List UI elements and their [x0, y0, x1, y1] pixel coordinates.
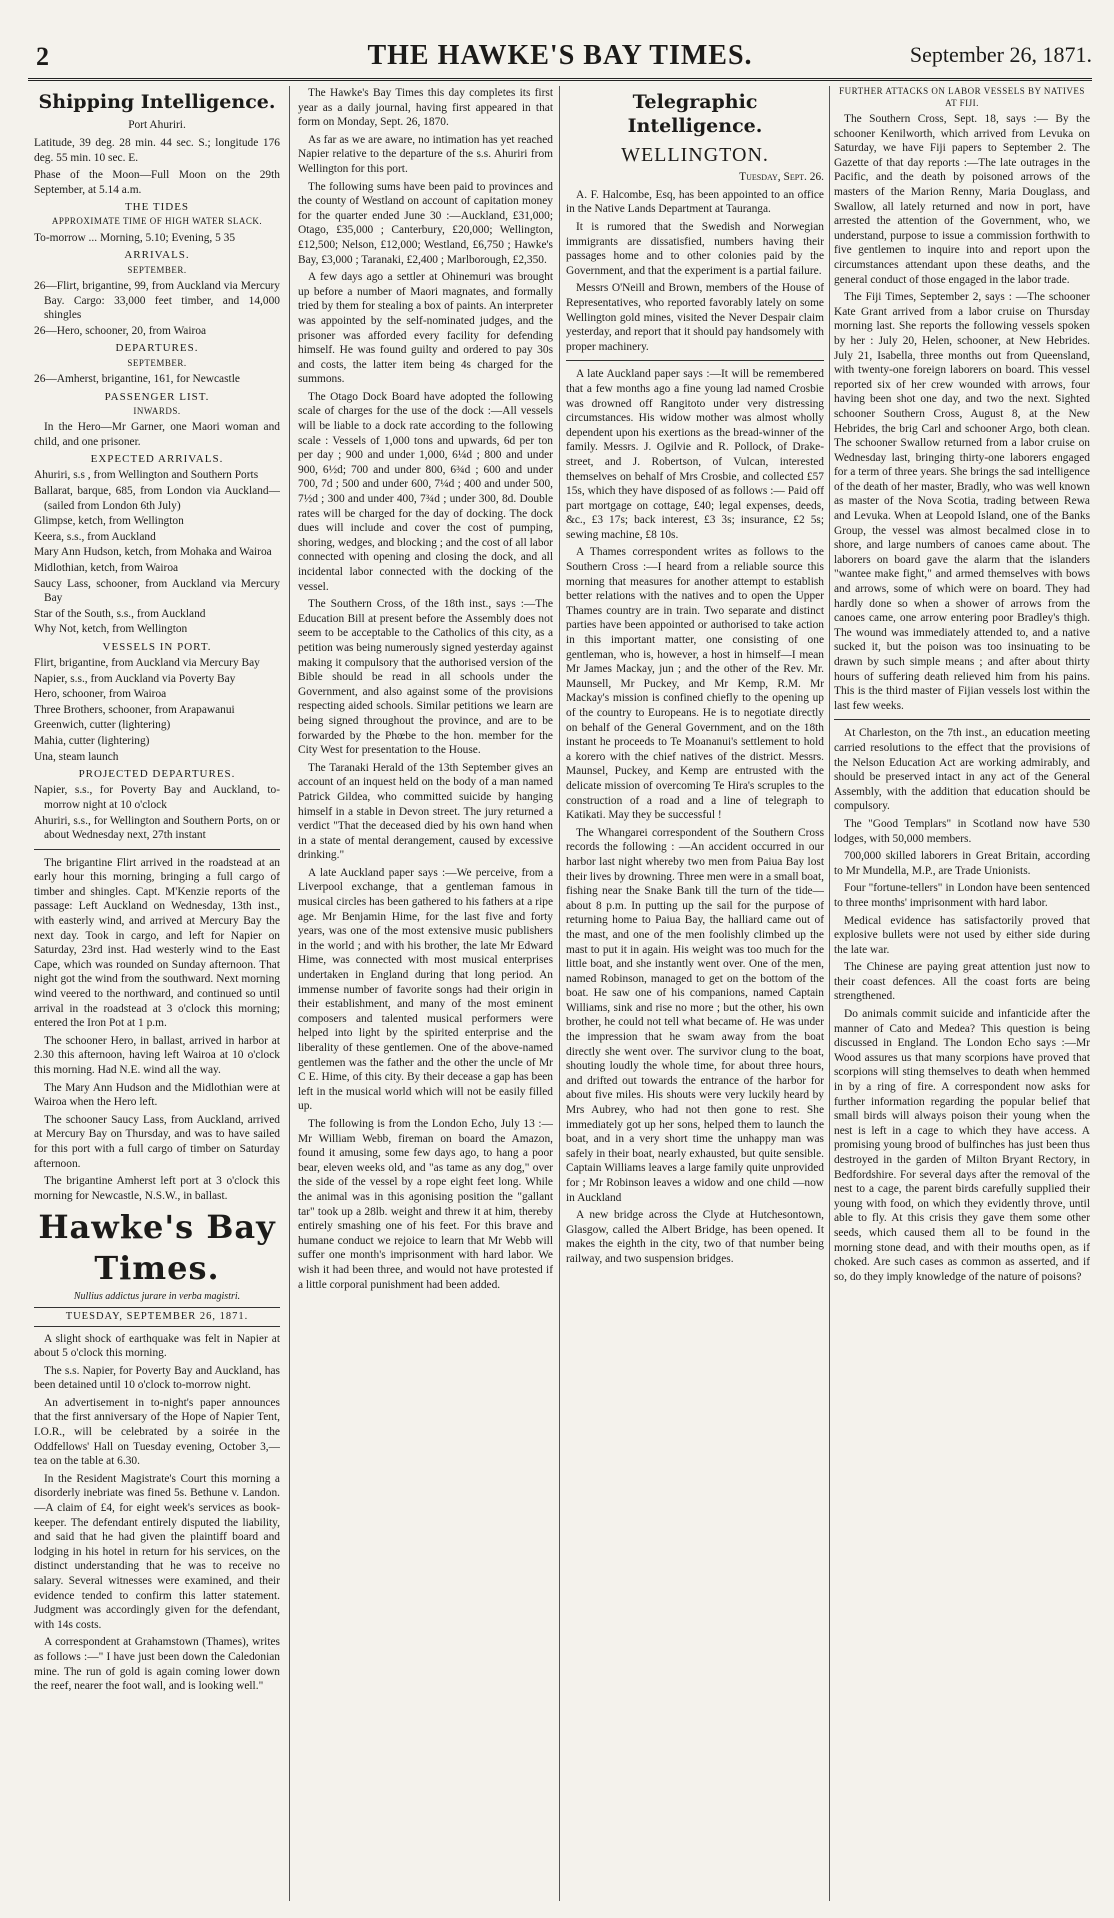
divider: [34, 849, 280, 850]
port-name: Port Ahuriri.: [128, 119, 186, 132]
column-1: [34, 86, 280, 1906]
news-paragraph: A Thames correspondent writes as follows to the Southern Cross :—I heard from a reliable source this morning that measures for another attempt to establish better relations with the natives and to open the Upper Thames country are in train. Two separate and distinct parties have been appointed or authorised to take action in this important matter, one consisting of one gentleman, who is, however, a host in himself—I mean Mr James Mackay, jun ; and the other of the Rev. Mr. Maunsell, Mr Puckey, and Mr Kemp, R.M. Mr Mackay's mission is confined chiefly to the opening up of the country to Europeans. He is to negotiate directly on behalf of the General Government, and on the 18th instant he proceeds to Te Moananui's settlement to hold a korero with the chief natives of the district. Messrs. Maunsel, Puckey, and Kemp are entrusted with the delicate mission of overcoming Te Hira's scruples to the construction of a road and a line of telegraph to Katikati. May they be successful !: [566, 546, 824, 822]
tides-heading: THE TIDES: [124, 201, 190, 214]
arrivals-list: [34, 279, 280, 338]
news-paragraph: A correspondent at Grahamstown (Thames), writes as follows :—" I have just been down the Caledonian mine. The run of gold is again coming lower down the reef, nearer the foot wall, and is looking well.": [34, 1636, 280, 1693]
list-item: Midlothian, ketch, from Wairoa: [34, 562, 179, 575]
news-paragraph: The following sums have been paid to provinces and the county of Westland on account of capitation money for the quarter ended June 30 :—Auckland, £31,000; Otago, £35,000 ; Canterbury, £20,000; Wellington, £12,500; Nelson, £12,000; Westland, £6,750 ; Hawke's Bay, £3,000 ; Taranaki, £2,400 ; Marlborough, £2,350.: [298, 180, 553, 266]
arrivals-heading: ARRIVALS.: [124, 249, 190, 262]
news-paragraph: In the Resident Magistrate's Court this morning a disorderly inebriate was fined 5s. Bethune v. Landon.—A claim of £4, for eight week's services as book-keeper. The defendant entirely disputed the liability, and said that he had given the plaintiff board and lodging in his hotel in return for his services, on the distinct understanding that he was to receive no salary. Several witnesses were examined, and their evidence tended to confirm this latter statement. Judgment was accordingly given for the defendant, with 14s costs.: [34, 1472, 280, 1631]
news-paragraph: The "Good Templars" in Scotland now have 530 lodges, with 50,000 members.: [834, 817, 1090, 845]
arrivals-month: SEPTEMBER.: [127, 264, 187, 275]
column-2: [298, 86, 553, 1906]
list-item: Flirt, brigantine, from Auckland via Mercury Bay: [34, 657, 260, 670]
telegraph-paragraph: Messrs O'Neill and Brown, members of the House of Representatives, who reported favorably lately on some Wellington gold mines, visited the Never Despair claim yesterday, and report that it should pay handsomely with proper machinery.: [566, 282, 824, 353]
passenger-heading: PASSENGER LIST.: [104, 390, 210, 403]
departures-list: [34, 372, 280, 387]
news-paragraph: 700,000 skilled laborers in Great Britain, according to Mr Mundella, M.P., are Trade Unionists.: [834, 850, 1090, 877]
news-paragraph: The Southern Cross, of the 18th inst., says :—The Education Bill at present before the Assembly does not seem to be acceptable to the Catholics of this city, as a petition was being numerously signed yesterday against making it compulsory that the authorised version of the Bible should be read in all schools under the Government, and also against some of the provisions respecting aided schools. Similar petitions we learn are being signed throughout the province, and are to be forwarded by the Phœbe to the hon. member for the City West for presentation to the House.: [298, 598, 553, 757]
news-paragraph: An advertisement in to-night's paper announces that the first anniversary of the Hope of Napier Tent, I.O.R., will be celebrated by a soirée in the Oddfellows' Hall on Tuesday evening, October 3,—tea on the table at 6.30.: [34, 1396, 280, 1468]
shipping-paragraph: The brigantine Amherst left port at 3 o'clock this morning for Newcastle, N.S.W., in ballast.: [34, 1175, 280, 1202]
tides-text: To-morrow ... Morning, 5.10; Evening, 5 35: [34, 231, 236, 244]
telegraph-paragraph: It is rumored that the Swedish and Norwegian immigrants are dissatisfied, numbers having their passages home and to other colonies paid by the Government, and that the experiment is a partial failure.: [566, 221, 824, 277]
news-paragraph: The Chinese are paying great attention just now to their coast defences. All the coast forts are being strengthened.: [834, 961, 1090, 1003]
moon-phase: Phase of the Moon—Full Moon on the 29th September, at 5.14 a.m.: [34, 169, 280, 196]
list-item: 26—Amherst, brigantine, 161, for Newcastle: [34, 373, 240, 386]
latitude-line: Latitude, 39 deg. 28 min. 44 sec. S.; longitude 176 deg. 55 min. 10 sec. E.: [34, 136, 280, 164]
shipping-paragraph: The schooner Saucy Lass, from Auckland, arrived at Mercury Bay on Thursday, and was to have sailed for this port with a full cargo of timber on Saturday afternoon.: [34, 1113, 280, 1170]
list-item: Star of the South, s.s., from Auckland: [34, 607, 206, 620]
page-number: 2: [36, 42, 49, 71]
news-paragraph: As far as we are aware, no intimation has yet reached Napier relative to the departure of the s.s. Ahuriri from Wellington for this port.: [298, 133, 553, 175]
list-item: Hero, schooner, from Wairoa: [34, 688, 167, 701]
list-item: 26—Hero, schooner, 20, from Wairoa: [34, 324, 207, 337]
news-paragraph: Four "fortune-tellers" in London have been sentenced to three months' imprisonment with hard labor.: [834, 882, 1090, 909]
projected-list: [34, 783, 280, 842]
news-paragraph: The Southern Cross, Sept. 18, says :— By the schooner Kenilworth, which arrived from Levuka on Saturday, we have Fiji papers to September 2. The Gazette of that day reports :—The late outrages in the Pacific, and the death by poisoned arrows of the masters of the Marion Renny, Maria Douglass, and Swallow, all lately returned and now in port, have arrested the attention of the Government, who, we understand, purpose to issue a commission forthwith to five gentlemen to inquire into and report upon the circumstances attendant upon these deaths, and the general conduct of those engaged in the labor trade.: [834, 113, 1090, 286]
inport-list: [34, 656, 280, 764]
passenger-subheading: INWARDS.: [133, 405, 181, 416]
list-item: Ballarat, barque, 685, from London via Auckland—(sailed from London 6th July): [34, 485, 280, 512]
news-paragraph: The Fiji Times, September 2, says : —The schooner Kate Grant arrived from a labor cruise on Thursday morning last. She reports the following vessels spoken by her : July 20, Helen, schooner, at New Hebrides. July 21, Isabella, three months out from Queensland, with twenty-one foreign laborers on board. This vessel reported six of her crew wounded with arrows, four having been shot one day, and two the next. Sighted schooner Southern Cross, August 8, at the New Hebrides, the brig Carl and schooner Argo, both clean. The schooner Swallow returned from a labor cruise on Wednesday last, bringing thirty-one laborers engaged for a term of three years. She brings the sad intelligence of the death of her master, Bradly, who was well known as master of the Nova Scotia, trading between Rewa and Levuka. When at Leopold Island, one of the Banks Group, the vessel was almost becalmed close in to shore, and large numbers of canoes came about. The laborers on board gave the alarm that the islanders "wantee make fight," and armed themselves with bows and arrows, some of which were on board. They had hardly done so when a shower of arrows from the canoes came, one arrow entering poor Bradley's thigh. The wound was immediately attended to, and a native sucked it, but the poison was too insinuating to be drawn by such simple means ; and after about thirty hours of suffering death relieved him from his pains. This is the third master of Fijian vessels lost within the last few weeks.: [834, 291, 1090, 712]
list-item: Keera, s.s., from Auckland: [34, 530, 156, 543]
departures-heading: DEPARTURES.: [115, 342, 199, 355]
page-header: [28, 36, 1092, 81]
list-item: Ahuriri, s.s , from Wellington and Southern Ports: [34, 469, 259, 482]
news-paragraph: A new bridge across the Clyde at Hutchesontown, Glasgow, called the Albert Bridge, has been opened. It makes the eighth in the city, two of that number being railway, and two suspension bridges.: [566, 1209, 824, 1265]
motto: Nullius addictus jurare in verba magistri.: [73, 1291, 241, 1303]
telegraphic-section-title: Telegraphic Intelligence.: [627, 91, 763, 138]
news-paragraph: A late Auckland paper says :—It will be remembered that a few months ago a fine young lad named Crosbie was drowned off Rangitoto under very distressing circumstances. His widow mother was almost wholly dependent upon his exertions as the bread-winner of the family. Messrs. J. Ogilvie and R. Pollock, of Drake-street, and J. Robertson, of Vulcan, interested themselves on behalf of Mrs Crosbie, and collected £57 15s, which they have disposed of as follows :— Paid off part mortgage on cottage, £40; legal expenses, deeds, &c., £3 17s; back interest, £3 3s; insurance, £2 5s; sewing machine, £8 10s.: [566, 368, 824, 541]
divider: [834, 719, 1090, 720]
news-paragraph: The Taranaki Herald of the 13th September gives an account of an inquest held on the body of a man named Patrick Gildea, who committed suicide by hanging himself in a stable in Devon street. The jury returned a verdict "That the deceased died by his own hand when in a state of mental derangement, caused by excessive drinking.": [298, 761, 553, 862]
tides-subheading: APPROXIMATE TIME OF HIGH WATER SLACK.: [51, 216, 263, 227]
column-rule: [559, 86, 560, 1901]
list-item: Napier, s.s., for Poverty Bay and Auckland, to-morrow night at 10 o'clock: [34, 784, 280, 811]
column-rule: [829, 86, 830, 1901]
list-item: Mahia, cutter (lightering): [34, 735, 150, 748]
news-paragraph: The Whangarei correspondent of the Southern Cross records the following : —An accident occurred in our harbor last night whereby two men from Paiua Bay lost their lives by drowning. Three men were in a small boat, fishing near the Snake Bank till the turn of the tide—about 8 p.m. In putting up the sail for the purpose of returning home to Paiua Bay, the halliard came out of the mast, and one of the men foolishly climbed up the mast to put it in again. His weight was too much for the little boat, and she instantly went over. One of the men, named Robinson, managed to get on the bottom of the boat. He saw one of his companions, named Captain Williams, sink and rise no more ; but the other, his own brother, he could not tell what became of. He was under the impression that he swam away from the boat directly she went over. The survivor clung to the boat, shouting loudly the whole time, for about three hours, and drifted out towards the entrance of the harbor for about five miles. His shouts were very luckily heard by Mrs Aubrey, who had not then gone to rest. She immediately got up her sons, helped them to launch the boat, and in a very short time the unhappy man was safely in their boat, nearly exhausted, but quite sensible. Captain Williams leaves a large family quite unprovided for ; Mr Robinson leaves a widow and one child —now in Auckland: [566, 826, 824, 1204]
passenger-text: In the Hero—Mr Garner, one Maori woman and child, and one prisoner.: [34, 421, 280, 448]
divider: [566, 360, 824, 361]
expected-heading: EXPECTED ARRIVALS.: [90, 453, 224, 466]
list-item: Glimpse, ketch, from Wellington: [34, 515, 184, 528]
projected-heading: PROJECTED DEPARTURES.: [78, 768, 236, 781]
list-item: 26—Flirt, brigantine, 99, from Auckland via Mercury Bay. Cargo: 33,000 feet timber, and 14,000 shingles: [34, 280, 280, 322]
telegraph-dateline: Tuesday, Sept. 26.: [739, 171, 824, 184]
news-paragraph: A slight shock of earthquake was felt in Napier at about 5 o'clock this morning.: [34, 1332, 280, 1360]
news-paragraph: Medical evidence has satisfactorily proved that explosive bullets were not used by either side during the late war.: [834, 914, 1090, 956]
list-item: Three Brothers, schooner, from Arapawanui: [34, 703, 235, 716]
list-item: Why Not, ketch, from Wellington: [34, 623, 188, 636]
issue-date: September 26, 1871.: [909, 42, 1092, 67]
list-item: Una, steam launch: [34, 750, 119, 763]
news-paragraph: A few days ago a settler at Ohinemuri was brought up before a number of Maori magnates, and formally tried by them for stealing a box of paints. An interpreter was appointed by the self-nominated judges, and the prisoner was afforded every facility for defending himself. He was found guilty and ordered to pay 30s and costs, the latter item being 4s charged for the summons.: [298, 271, 553, 386]
list-item: Saucy Lass, schooner, from Auckland via Mercury Bay: [34, 577, 280, 605]
shipping-paragraph: The schooner Hero, in ballast, arrived in harbor at 2.30 this afternoon, having left Wairoa at 10 o'clock this morning. Had N.E. wind all the way.: [34, 1034, 280, 1077]
newspaper-title: THE HAWKE'S BAY TIMES.: [367, 40, 753, 71]
shipping-paragraph: The Mary Ann Hudson and the Midlothian were at Wairoa when the Hero left.: [34, 1081, 280, 1109]
list-item: Napier, s.s., from Auckland via Poverty Bay: [34, 672, 236, 685]
column-3: [566, 86, 824, 1906]
column-rule: [289, 86, 290, 1901]
shipping-paragraph: The brigantine Flirt arrived in the roadstead at an early hour this morning, bringing a full cargo of timber and shingles. Capt. M'Kenzie reports of the passage: Left Auckland on Wednesday, 13th inst., with easterly wind, and arrived at Mercury Bay the next day. Took in cargo, and left for Napier on Saturday, 23rd inst. Had westerly wind to the East Cape, which was rounded on Sunday afternoon. That night got the wind from the southward. Next morning wind veered to the northward, and continued so until arrival in the roadstead at 3 o'clock this morning; entered the Iron Pot at 1 p.m.: [34, 856, 280, 1030]
inport-heading: VESSELS IN PORT.: [102, 641, 212, 654]
editorial-dateline: TUESDAY, SEPTEMBER 26, 1871.: [34, 1307, 280, 1326]
news-paragraph: The Hawke's Bay Times this day completes its first year as a daily journal, having first appeared in that form on Monday, Sept. 26, 1870.: [298, 87, 553, 129]
news-paragraph: The following is from the London Echo, July 13 :—Mr William Webb, fireman on board the Amazon, found it amusing, some few days ago, to hang a poor bear, eleven weeks old, and "as tame as any dog," over the side of the vessel by a rope eight feet long. While the animal was in this agonising position the "gallant tar" took up a 28lb. weight and threw it at him, thereby entirely smashing one of his feet. For this brave and humane conduct we rejoice to learn that Mr Webb will suffer one month's imprisonment with hard labor. We wish it had been three, and would not have protested if a little corporal punishment had been added.: [298, 1117, 553, 1291]
list-item: Greenwich, cutter (lightering): [34, 719, 171, 732]
news-paragraph: At Charleston, on the 7th inst., an education meeting carried resolutions to the effect that the provisions of the Nelson Education Act are working admirably, and should be preserved intact in any act of the General Assembly, with the addition that education should be compulsory.: [834, 727, 1090, 813]
shipping-section-title: Shipping Intelligence.: [38, 91, 276, 113]
expected-list: [34, 468, 280, 637]
news-paragraph: The s.s. Napier, for Poverty Bay and Auckland, has been detained until 10 o'clock to-morrow night.: [34, 1364, 280, 1392]
column-4: [834, 86, 1090, 1906]
telegraph-city: WELLINGTON.: [621, 143, 769, 166]
masthead: Hawke's Bay Times.: [38, 1208, 276, 1288]
telegraph-paragraph: A. F. Halcombe, Esq, has been appointed to an office in the Native Lands Department at Tauranga.: [566, 188, 824, 216]
news-paragraph: The Otago Dock Board have adopted the following scale of charges for the use of the dock :—All vessels will be liable to a dock rate according to the following scale : Vessels of 1,000 tons and upwards, 6d per ton per day ; 900 and under 1,000, 6¼d ; 800 and under 900, 6½d; 700 and under 800, 6¾d ; 600 and under 700, 7d ; 500 and under 600, 7¼d ; 400 and under 500, 7½d ; 300 and under 400, 7¾d ; under 300, 8d. Double rates will be charged for the day of docking. The dock dues will include and cover the cost of pumping, shoring, wedges, and blocking ; and the cost of all labor connected with opening and closing the dock, and all incidental labor connected with the docking of the vessel.: [298, 390, 553, 593]
fiji-headline: FURTHER ATTACKS ON LABOR VESSELS BY NATIVES AT FIJI.: [839, 86, 1085, 108]
list-item: Ahuriri, s.s., for Wellington and Southern Ports, on or about Wednesday next, 27th instant: [34, 814, 280, 842]
list-item: Mary Ann Hudson, ketch, from Mohaka and Wairoa: [34, 546, 272, 559]
departures-month: SEPTEMBER.: [127, 357, 187, 368]
news-paragraph: A late Auckland paper says :—We perceive, from a Liverpool exchange, that a gentleman famous in musical circles has been gathered to his fathers at a ripe age. Mr Benjamin Hime, for the last five and forty years, was one of the most extensive music publishers in the world ; and with his brother, the late Mr Edward Hime, was connected with most musical enterprises undertaken in England during that long period. An immense number of favorite songs had their origin in their establishment, and many of the most eminent composers and talented musical performers were helped into light by the spirited enterprise and the liberality of these gentlemen. One of the above-named gentlemen was the father and the other the uncle of Mr C E. Hime, of this city. By their decease a gap has been left in the musical world which will not be easily filled up.: [298, 866, 553, 1113]
news-paragraph: Do animals commit suicide and infanticide after the manner of Cato and Medea? This question is being discussed in England. The London Echo says :—Mr Wood assures us that many scorpions have proved that scorpions will sting themselves to death when hemmed in by a ring of fire. A correspondent now asks for further information regarding the popular belief that small birds will always poison their young when the nest is left in a cage to which they have access. A promising young brood of bulfinches has just been thus destroyed in the garden of Milton Bryant Rectory, in Bedfordshire. For several days after the removal of the nest to a cage, the parent birds carefully supplied their young with food, on which they evidently throve, until able to fly. At this crisis they gave them some other seeds, which caused them all to be found in the morning stone dead, and with their mouths open, as if choked. Are such cases as common as asserted, and if so, do they imply knowledge of the nature of poisons?: [834, 1008, 1090, 1283]
